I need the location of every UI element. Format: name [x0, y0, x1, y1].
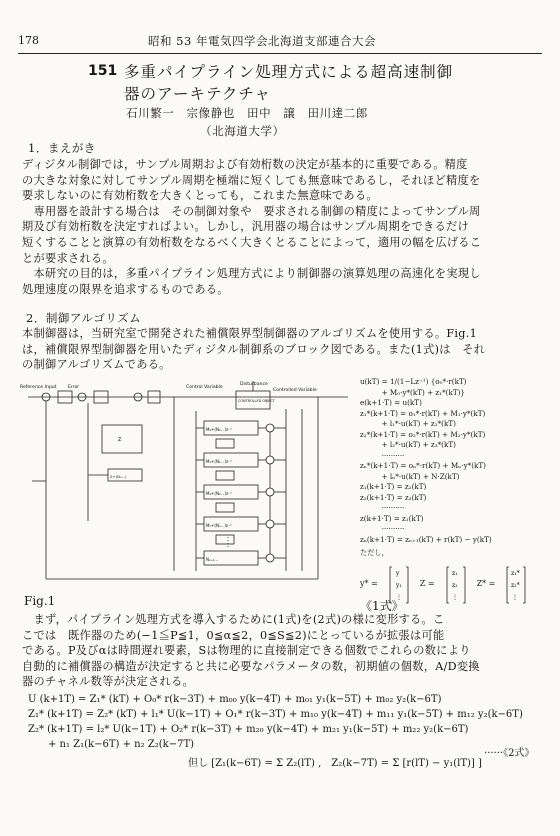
label-z: z	[118, 436, 122, 443]
vec-zstar-label: Z* =	[476, 579, 496, 589]
section2-intro	[22, 326, 542, 373]
text-line: は，補償限界型制御器を用いたディジタル制御系のブロック図である。また(1式)は それ	[22, 342, 486, 356]
stage-block-1: M₁+(N₁...)z⁻¹	[206, 459, 232, 464]
text-line: の制御アルゴリズムである。	[22, 358, 171, 372]
text-line: 自動的に補償器の構造が決定すると共に必要なパラメータの数，初期値の個数，A/D変換	[22, 659, 480, 673]
eq1-line: z₂(k+1·T) = z₃(kT)	[360, 492, 427, 502]
text-line: 専用器を設計する場合は その制御対象や 要求される制御の精度によってサンプル周	[22, 204, 481, 218]
eq1-line: z₂*(k+1·T) = o₂*·r(kT) + M₂·y*(kT)	[360, 429, 486, 439]
eq1-tadashi: ただし，	[360, 548, 389, 557]
text-line: まず，パイプライン処理方式を導入するために(1式)を(2式)の様に変形する。こ	[22, 613, 445, 626]
label-controlled-variable: Controlled Variable	[273, 388, 317, 393]
eq1-line: z(k+1·T) = z₁(kT)	[360, 513, 424, 523]
eq1-line: + M₀·y*(kT) + z₁*(kT)}	[360, 387, 465, 397]
eq2-line: U (k+1T) = Z₁* (kT) + O₀* r(k−3T) + m₀₀ y(k−4T) + m₀₁ y₁(k−5T) + m₀₂ y₂(k−6T)	[28, 694, 442, 705]
stage-block-0: M₀+(N₀...)z⁻¹	[206, 427, 232, 432]
eq1-line: u(kT) = 1/(1−Lz⁻¹) {o₀*·r(kT)	[360, 377, 467, 386]
text-line: 短くすることと演算の有効桁数をなるべく大きくとることによって，適用の幅を広げるこ	[22, 235, 482, 249]
paper-title-line2: 器のアーキテクチャ	[124, 85, 271, 103]
svg-text:y: y	[395, 569, 400, 577]
vec-z-label: Z =	[419, 579, 435, 589]
text-line: とが要求される。	[22, 251, 114, 265]
label-disturbance: Disturbance	[240, 382, 268, 387]
vec-z-matrix	[445, 565, 467, 605]
text-line: 期及び有効桁数を決定すればよい。しかし，汎用器の場合はサンプル周期をできるだけ	[22, 220, 470, 234]
text-line: である。P及びαは時間遅れ要素，Sは物理的に直接制定できる個数でこれらの数により	[22, 644, 471, 658]
figure-caption: Fig.1	[24, 594, 56, 608]
label-reference-input: Reference Input	[20, 385, 57, 390]
header-rule	[18, 53, 542, 54]
conference-title: 昭和 53 年電気四学会北海道支部連合大会	[148, 34, 376, 48]
equation1-caption: 《1式》	[360, 599, 404, 613]
vec-zstar-matrix	[505, 565, 527, 605]
svg-text:⋮: ⋮	[395, 593, 402, 601]
svg-text:z₂: z₂	[451, 581, 458, 589]
label-mid-block: Σ+(N₀...)	[110, 474, 127, 479]
text-line: 要求しないのに有効桁数を大きくとっても，これまた無意味である。	[22, 189, 378, 203]
eq1-line: ··········	[360, 524, 405, 533]
equation-2	[28, 692, 523, 771]
stage-block-2: M₂+(N₂...)z⁻¹	[206, 491, 232, 496]
eq1-line: + l₁*·u(kT) + z₂*(kT)	[360, 419, 456, 428]
eq1-line: ··········	[360, 503, 405, 512]
equation-1	[360, 377, 527, 605]
text-line: 器のチャネル数等が決定される。	[22, 675, 194, 689]
label-controlled-object: CONTROLLED OBJECT	[238, 399, 275, 403]
eq1-line: zₙ(k+1·T) = zₙ₊₁(kT) + r(kT) − y(kT)	[360, 534, 492, 544]
text-line: 本制御器は，当研究室で開発された補償限界型制御器のアルゴリズムを使用する。Fig.1	[22, 327, 478, 340]
eq2-line: 但し [Z₁(k−6T) = Σ Z₂(lT) , Z₂(k−7T) = Σ [r(lT) − y₁(lT)] ]	[188, 758, 482, 769]
block-diagram	[18, 381, 360, 583]
eq2-line: Z₂* (k+1T) = l₂* U(k−1T) + O₂* r(k−3T) + m₂₀ y(k−4T) + m₂₁ y₁(k−5T) + m₂₂ y₂(k−6T)	[28, 724, 469, 735]
stage-block-4: Nₙ₊₁...	[206, 557, 219, 562]
authors: 石川繁一 宗像静也 田中 譲 田川達二郎	[126, 106, 368, 120]
label-control-variable: Control Variable	[186, 385, 223, 390]
svg-text:z₁*: z₁*	[511, 569, 520, 577]
page-number: 178	[18, 34, 39, 47]
vec-y-label: y* =	[360, 579, 378, 589]
section2-body	[22, 612, 542, 690]
label-error: Error	[68, 385, 80, 390]
eq1-line: z₁*(k+1·T) = o₁*·r(kT) + M₁·y*(kT)	[360, 408, 486, 418]
text-line: の大きな対象に対してサンプル周期を極端に短くしても無意味であるし，それほど精度を	[22, 173, 481, 187]
text-line: 処理速度の限界を追求するものである。	[22, 282, 229, 296]
eq2-line: Z₁* (k+1T) = Z₂* (kT) + l₁* U(k−1T) + O₁* r(k−3T) + m₁₀ y(k−4T) + m₁₁ y₁(k−5T) + m₁₂ y₂(k−6T)	[28, 709, 523, 720]
affiliation: （北海道大学）	[200, 124, 285, 138]
svg-text:z₂*: z₂*	[511, 581, 520, 589]
section1-heading: 1．まえがき	[28, 141, 96, 155]
svg-text:y₁: y₁	[395, 581, 402, 589]
paper-number: 151	[88, 63, 118, 79]
section2-heading: 2．制御アルゴリズム	[26, 311, 142, 325]
svg-text:⋮: ⋮	[512, 593, 519, 601]
text-line: こでは 既作器のため(−1≦P≦1，0≦α≦2，0≦S≦2)にとっているが拡張は可能	[22, 628, 445, 642]
eq1-line: zₙ*(k+1·T) = oₙ*·r(kT) + Mₙ·y*(kT)	[360, 461, 486, 470]
text-line: 本研究の目的は，多重パイプライン処理方式により制御器の演算処理の高速化を実現し	[22, 267, 481, 281]
text-line: ディジタル制御では，サンプル周期および有効桁数の決定が基本的に重要である。精度	[22, 158, 468, 171]
eq2-line: + n₁ Z₁(k−6T) + n₂ Z₂(k−7T)	[28, 739, 195, 750]
equation2-number: ······《2式》	[484, 748, 535, 759]
svg-text:z₁: z₁	[451, 569, 458, 577]
svg-text:⋮: ⋮	[451, 593, 458, 601]
eq1-line: ··········	[360, 450, 405, 460]
eq1-line: + lₙ*·u(kT) + N·Z(kT)	[360, 471, 460, 481]
eq1-line: e(k+1·T) = u(kT)	[360, 398, 422, 407]
stage-block-3: Mₙ+(Nₙ...)z⁻¹	[206, 523, 232, 528]
paper-title-line1: 多重パイプライン処理方式による超高速制御	[124, 63, 454, 81]
section1-body	[22, 157, 542, 297]
eq1-line: + l₂*·u(kT) + z₃*(kT)	[360, 440, 456, 449]
eq1-line: z₁(k+1·T) = z₂(kT)	[360, 482, 427, 491]
